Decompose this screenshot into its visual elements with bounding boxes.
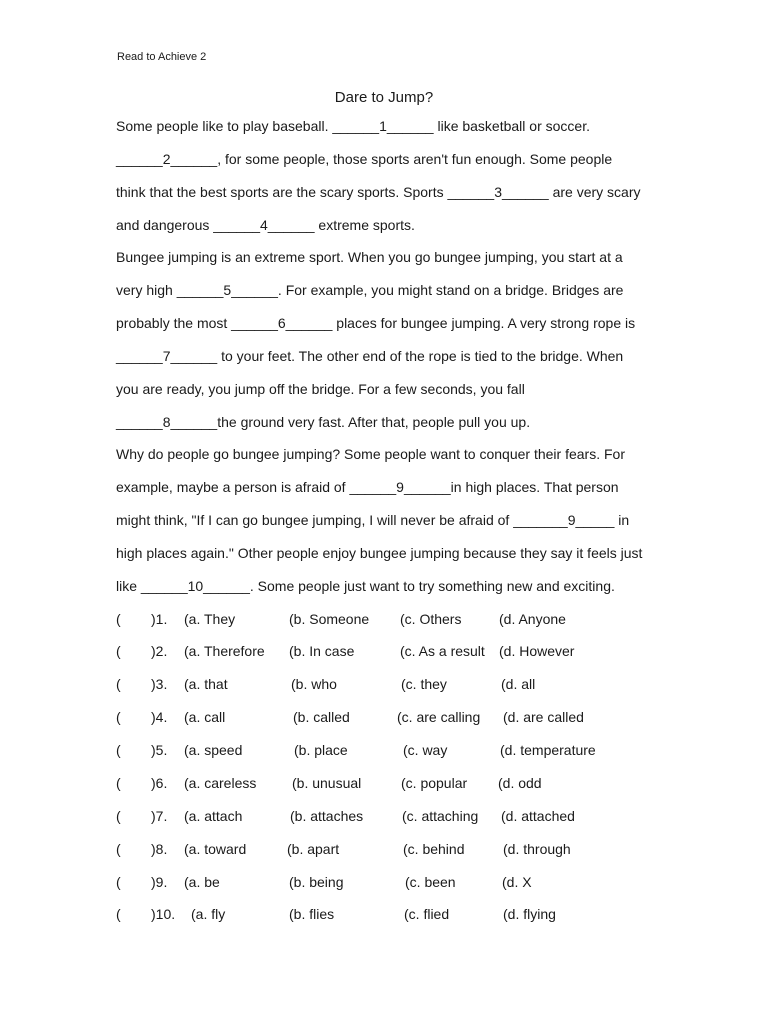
- answer-blank[interactable]: (: [116, 775, 121, 791]
- option-d: (d. all: [501, 676, 536, 692]
- option-d: (d. odd: [498, 775, 542, 791]
- option-c: (c. popular: [401, 775, 468, 791]
- option-d: (d. through: [503, 841, 571, 857]
- option-c: (c. been: [405, 874, 456, 890]
- option-b: (b. who: [291, 676, 337, 692]
- question-row: [0, 675, 768, 693]
- option-c: (c. flied: [404, 906, 450, 922]
- option-a: (a. Therefore: [184, 643, 265, 659]
- option-b: (b. unusual: [292, 775, 362, 791]
- question-row: [0, 708, 768, 726]
- option-a: (a. fly: [191, 906, 226, 922]
- question-row: [0, 610, 768, 628]
- option-c: (c. As a result: [400, 643, 485, 659]
- answer-blank[interactable]: (: [116, 808, 121, 824]
- option-c: (c. behind: [403, 841, 465, 857]
- passage-line: very high ______5______. For example, you might stand on a bridge. Bridges are: [116, 282, 624, 298]
- answer-blank[interactable]: (: [116, 841, 121, 857]
- answer-blank[interactable]: (: [116, 742, 121, 758]
- option-b: (b. called: [293, 709, 350, 725]
- passage-line: ______7______ to your feet. The other end of the rope is tied to the bridge. When: [116, 348, 624, 364]
- page-header: Read to Achieve 2: [117, 51, 207, 63]
- passage-line: like ______10______. Some people just want to try something new and exciting.: [116, 578, 615, 594]
- question-number: )3.: [151, 676, 168, 692]
- option-a: (a. call: [184, 709, 226, 725]
- option-c: (c. Others: [400, 611, 462, 627]
- question-row: [0, 807, 768, 825]
- answer-blank[interactable]: (: [116, 676, 121, 692]
- passage-line: ______8______the ground very fast. After that, people pull you up.: [116, 414, 531, 430]
- answer-blank[interactable]: (: [116, 906, 121, 922]
- answer-blank[interactable]: (: [116, 709, 121, 725]
- passage-line: probably the most ______6______ places for bungee jumping. A very strong rope is: [116, 315, 636, 331]
- passage-line: think that the best sports are the scary sports. Sports ______3______ are very scary: [116, 184, 641, 200]
- passage-line: and dangerous ______4______ extreme sports.: [116, 217, 415, 233]
- option-a: (a. that: [184, 676, 228, 692]
- passage-line: Why do people go bungee jumping? Some people want to conquer their fears. For: [116, 446, 625, 462]
- option-b: (b. being: [289, 874, 344, 890]
- question-number: )6.: [151, 775, 168, 791]
- option-c: (c. attaching: [402, 808, 479, 824]
- option-c: (c. are calling: [397, 709, 481, 725]
- option-b: (b. Someone: [289, 611, 370, 627]
- passage-line: you are ready, you jump off the bridge. For a few seconds, you fall: [116, 381, 525, 397]
- page-title: Dare to Jump?: [334, 89, 434, 106]
- option-b: (b. apart: [287, 841, 340, 857]
- option-a: (a. careless: [184, 775, 257, 791]
- option-a: (a. They: [184, 611, 236, 627]
- question-row: [0, 873, 768, 891]
- option-d: (d. X: [502, 874, 532, 890]
- question-number: )5.: [151, 742, 168, 758]
- option-a: (a. attach: [184, 808, 243, 824]
- option-d: (d. are called: [503, 709, 584, 725]
- option-c: (c. they: [401, 676, 447, 692]
- option-b: (b. flies: [289, 906, 335, 922]
- option-b: (b. attaches: [290, 808, 364, 824]
- option-d: (d. flying: [503, 906, 556, 922]
- option-a: (a. speed: [184, 742, 243, 758]
- passage-line: example, maybe a person is afraid of ______9______in high places. That person: [116, 479, 619, 495]
- option-d: (d. Anyone: [499, 611, 566, 627]
- question-row: [0, 741, 768, 759]
- option-b: (b. place: [294, 742, 348, 758]
- answer-blank[interactable]: (: [116, 643, 121, 659]
- question-number: )4.: [151, 709, 168, 725]
- question-row: [0, 905, 768, 923]
- question-row: [0, 774, 768, 792]
- question-number: )7.: [151, 808, 168, 824]
- passage-line: Bungee jumping is an extreme sport. When you go bungee jumping, you start at a: [116, 249, 623, 265]
- question-number: )9.: [151, 874, 168, 890]
- option-d: (d. However: [499, 643, 575, 659]
- answer-blank[interactable]: (: [116, 611, 121, 627]
- option-a: (a. toward: [184, 841, 247, 857]
- option-a: (a. be: [184, 874, 220, 890]
- answer-blank[interactable]: (: [116, 874, 121, 890]
- question-row: [0, 840, 768, 858]
- option-c: (c. way: [403, 742, 448, 758]
- passage-line: high places again." Other people enjoy bungee jumping because they say it feels just: [116, 545, 643, 561]
- option-b: (b. In case: [289, 643, 355, 659]
- question-row: [0, 642, 768, 660]
- question-number: )1.: [151, 611, 168, 627]
- option-d: (d. temperature: [500, 742, 596, 758]
- question-number: )2.: [151, 643, 168, 659]
- passage-line: ______2______, for some people, those sports aren't fun enough. Some people: [116, 151, 613, 167]
- passage-line: might think, "If I can go bungee jumping, I will never be afraid of _______9_____ in: [116, 512, 630, 528]
- question-number: )10.: [151, 906, 176, 922]
- question-number: )8.: [151, 841, 168, 857]
- option-d: (d. attached: [501, 808, 575, 824]
- passage-line: Some people like to play baseball. ______1______ like basketball or soccer.: [116, 118, 590, 134]
